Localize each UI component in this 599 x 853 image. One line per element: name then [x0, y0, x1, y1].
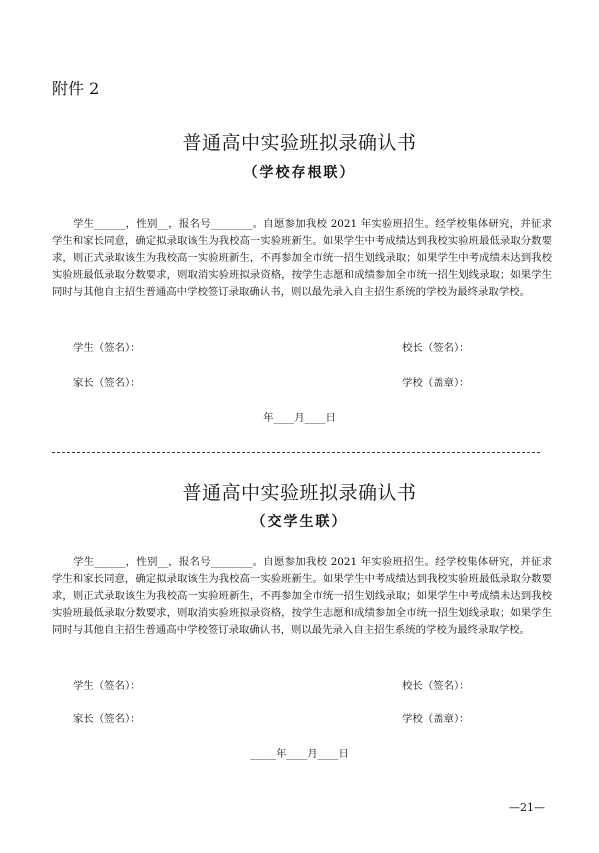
section-2-principal-signature: 校长（签名）：: [402, 680, 470, 692]
section-1-body: [52, 216, 552, 301]
section-1-school-seal: 学校（盖章）：: [402, 377, 470, 389]
section-2-student-signature: 学生（签名）：: [73, 680, 141, 692]
section-1-principal-signature: 校长（签名）：: [402, 342, 470, 354]
section-1-title: 普通高中实验班拟录确认书: [182, 132, 417, 154]
section-2-parent-signature: 家长（签名）：: [73, 713, 141, 725]
section-2-title: 普通高中实验班拟录确认书: [182, 482, 417, 504]
section-2-date: _____年____月____日: [250, 748, 349, 760]
section-2-body: [52, 554, 552, 639]
section-1-parent-signature: 家长（签名）：: [73, 377, 141, 389]
page-number: —21—: [509, 801, 545, 814]
attachment-label: 附件 2: [52, 79, 100, 98]
section-2-body-paragraph: 学生______，性别__，报名号________。自愿参加我校 2021 年实验班招生。经学校集体研究，并征求学生和家长同意，确定拟录取该生为我校高一实验班新生。如果学生中考成绩达到我校实验班最低录取分数要求，则正式录取该生为我校高一实验班新生，不再参加全市统一招生划线录取；如果学生中考成绩未达到我校实验班最低录取分数要求，则取消实验班拟录资格，按学生志愿和成绩参加全市统一招生划线录取；如果学生同时与其他自主招生普通高中学校签订录取确认书，则以最先录入自主招生系统的学校为最终录取学校。: [52, 556, 552, 636]
section-2-school-seal: 学校（盖章）：: [402, 713, 470, 725]
section-1-body-paragraph: 学生______，性别__，报名号________。自愿参加我校 2021 年实验班招生。经学校集体研究，并征求学生和家长同意，确定拟录取该生为我校高一实验班新生。如果学生中考成绩达到我校实验班最低录取分数要求，则正式录取该生为我校高一实验班新生，不再参加全市统一招生划线录取；如果学生中考成绩未达到我校实验班最低录取分数要求，则取消实验班拟录资格，按学生志愿和成绩参加全市统一招生划线录取；如果学生同时与其他自主招生普通高中学校签订录取确认书，则以最先录入自主招生系统的学校为最终录取学校。: [52, 218, 552, 298]
section-1-student-signature: 学生（签名）：: [73, 342, 141, 354]
cut-line-divider: [52, 452, 540, 453]
section-1-subtitle: （学校存根联）: [243, 165, 356, 181]
section-1-date: 年____月____日: [263, 412, 336, 424]
section-2-subtitle: （交学生联）: [251, 514, 348, 530]
